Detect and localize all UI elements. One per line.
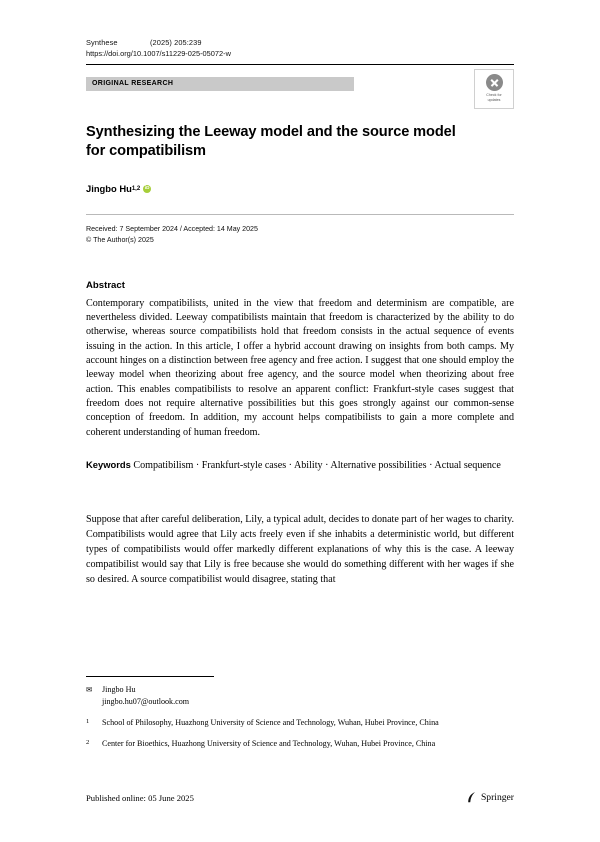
affiliation-number: 1 bbox=[86, 718, 90, 726]
publisher-name: Springer bbox=[480, 791, 514, 803]
publication-dates bbox=[86, 224, 514, 245]
page-footer bbox=[86, 791, 514, 803]
article-type-row bbox=[86, 72, 514, 102]
article-type-badge: ORIGINAL RESEARCH bbox=[86, 77, 354, 91]
author-line: Jingbo Hu 1,2 iD bbox=[86, 183, 514, 194]
copyright-line: © The Author(s) 2025 bbox=[86, 236, 154, 245]
keywords-line bbox=[86, 458, 514, 473]
journal-header bbox=[86, 38, 514, 49]
envelope-icon: ✉ bbox=[86, 685, 93, 694]
author-name: Jingbo Hu bbox=[86, 183, 132, 195]
publisher-mark bbox=[467, 791, 514, 803]
abstract-heading: Abstract bbox=[86, 279, 125, 291]
springer-logo-icon bbox=[467, 791, 478, 803]
affiliation-number: 2 bbox=[86, 739, 90, 747]
affiliation-text: School of Philosophy, Huazhong University of Science and Technology, Wuhan, Hubei Province, China bbox=[102, 718, 439, 728]
received-accepted: Received: 7 September 2024 / Accepted: 14 May 2025 bbox=[86, 225, 258, 234]
page-title: Synthesizing the Leeway model and the source model for compatibilism bbox=[86, 123, 456, 160]
published-date: Published online: 05 June 2025 bbox=[86, 793, 194, 803]
crossmark-icon bbox=[486, 74, 503, 91]
affiliation-text: Center for Bioethics, Huazhong University of Science and Technology, Wuhan, Hubei Province, China bbox=[102, 739, 436, 749]
doi-link[interactable]: https://doi.org/10.1007/s11229-025-05072-w bbox=[86, 48, 231, 58]
divider bbox=[86, 214, 514, 215]
journal-name: Synthese bbox=[86, 38, 118, 47]
corresponding-name: Jingbo Hu bbox=[102, 685, 136, 694]
orcid-icon[interactable] bbox=[143, 185, 151, 193]
keywords-text: Compatibilism · Frankfurt-style cases · Ability · Alternative possibilities · Actual sequence bbox=[133, 460, 501, 472]
crossmark-line2: updates bbox=[487, 97, 501, 102]
crossmark-line1: Check for bbox=[486, 93, 502, 98]
corresponding-email[interactable]: jingbo.hu07@outlook.com bbox=[102, 697, 190, 707]
body-paragraph: Suppose that after careful deliberation, Lily, a typical adult, decides to donate part of her wages to charity. Compatibilists would agree that Lily acts freely even if she inhabits a deterministic world, but different types of compatibilists would offer markedly different explanations of why this is the case. A leeway compatibilist would say that Lily is free because she would do something different with her wages if she so desired. A source compatibilist would disagree, stating that bbox=[86, 514, 514, 585]
paper-content bbox=[86, 38, 514, 588]
keywords-label: Keywords bbox=[86, 459, 131, 471]
abstract-text: Contemporary compatibilists, united in the view that freedom and determinism are compatible, are nevertheless divided. Leeway compatibilists maintain that freedom is characterized by the ability to do otherwise, whereas source compatibilists hold that freedom consists in the actual sequence of events issuing in the action. In this article, I offer a hybrid account drawing on insights from both camps. My account hinges on a distinction between free agency and free action. I suggest that one should employ the leeway model when theorizing about free agency, and the source model when theorizing about free action. This enables compatibilists to resolve an apparent conflict: Frankfurt-style cases suggest that freedom does not require alternative possibilities but this goes strongly against our common-sense conception of freedom. In addition, my account helps compatibilists to gain a more complete and coherent understanding of human freedom. bbox=[86, 297, 514, 438]
journal-citation: (2025) 205:239 bbox=[150, 38, 202, 47]
footnote-block bbox=[86, 676, 514, 750]
crossmark-badge[interactable] bbox=[474, 69, 514, 109]
affiliation-item bbox=[86, 738, 514, 750]
corresponding-author bbox=[86, 684, 514, 708]
affiliation-item bbox=[86, 717, 514, 729]
header-rule bbox=[86, 64, 514, 65]
footnote-rule bbox=[86, 676, 214, 677]
